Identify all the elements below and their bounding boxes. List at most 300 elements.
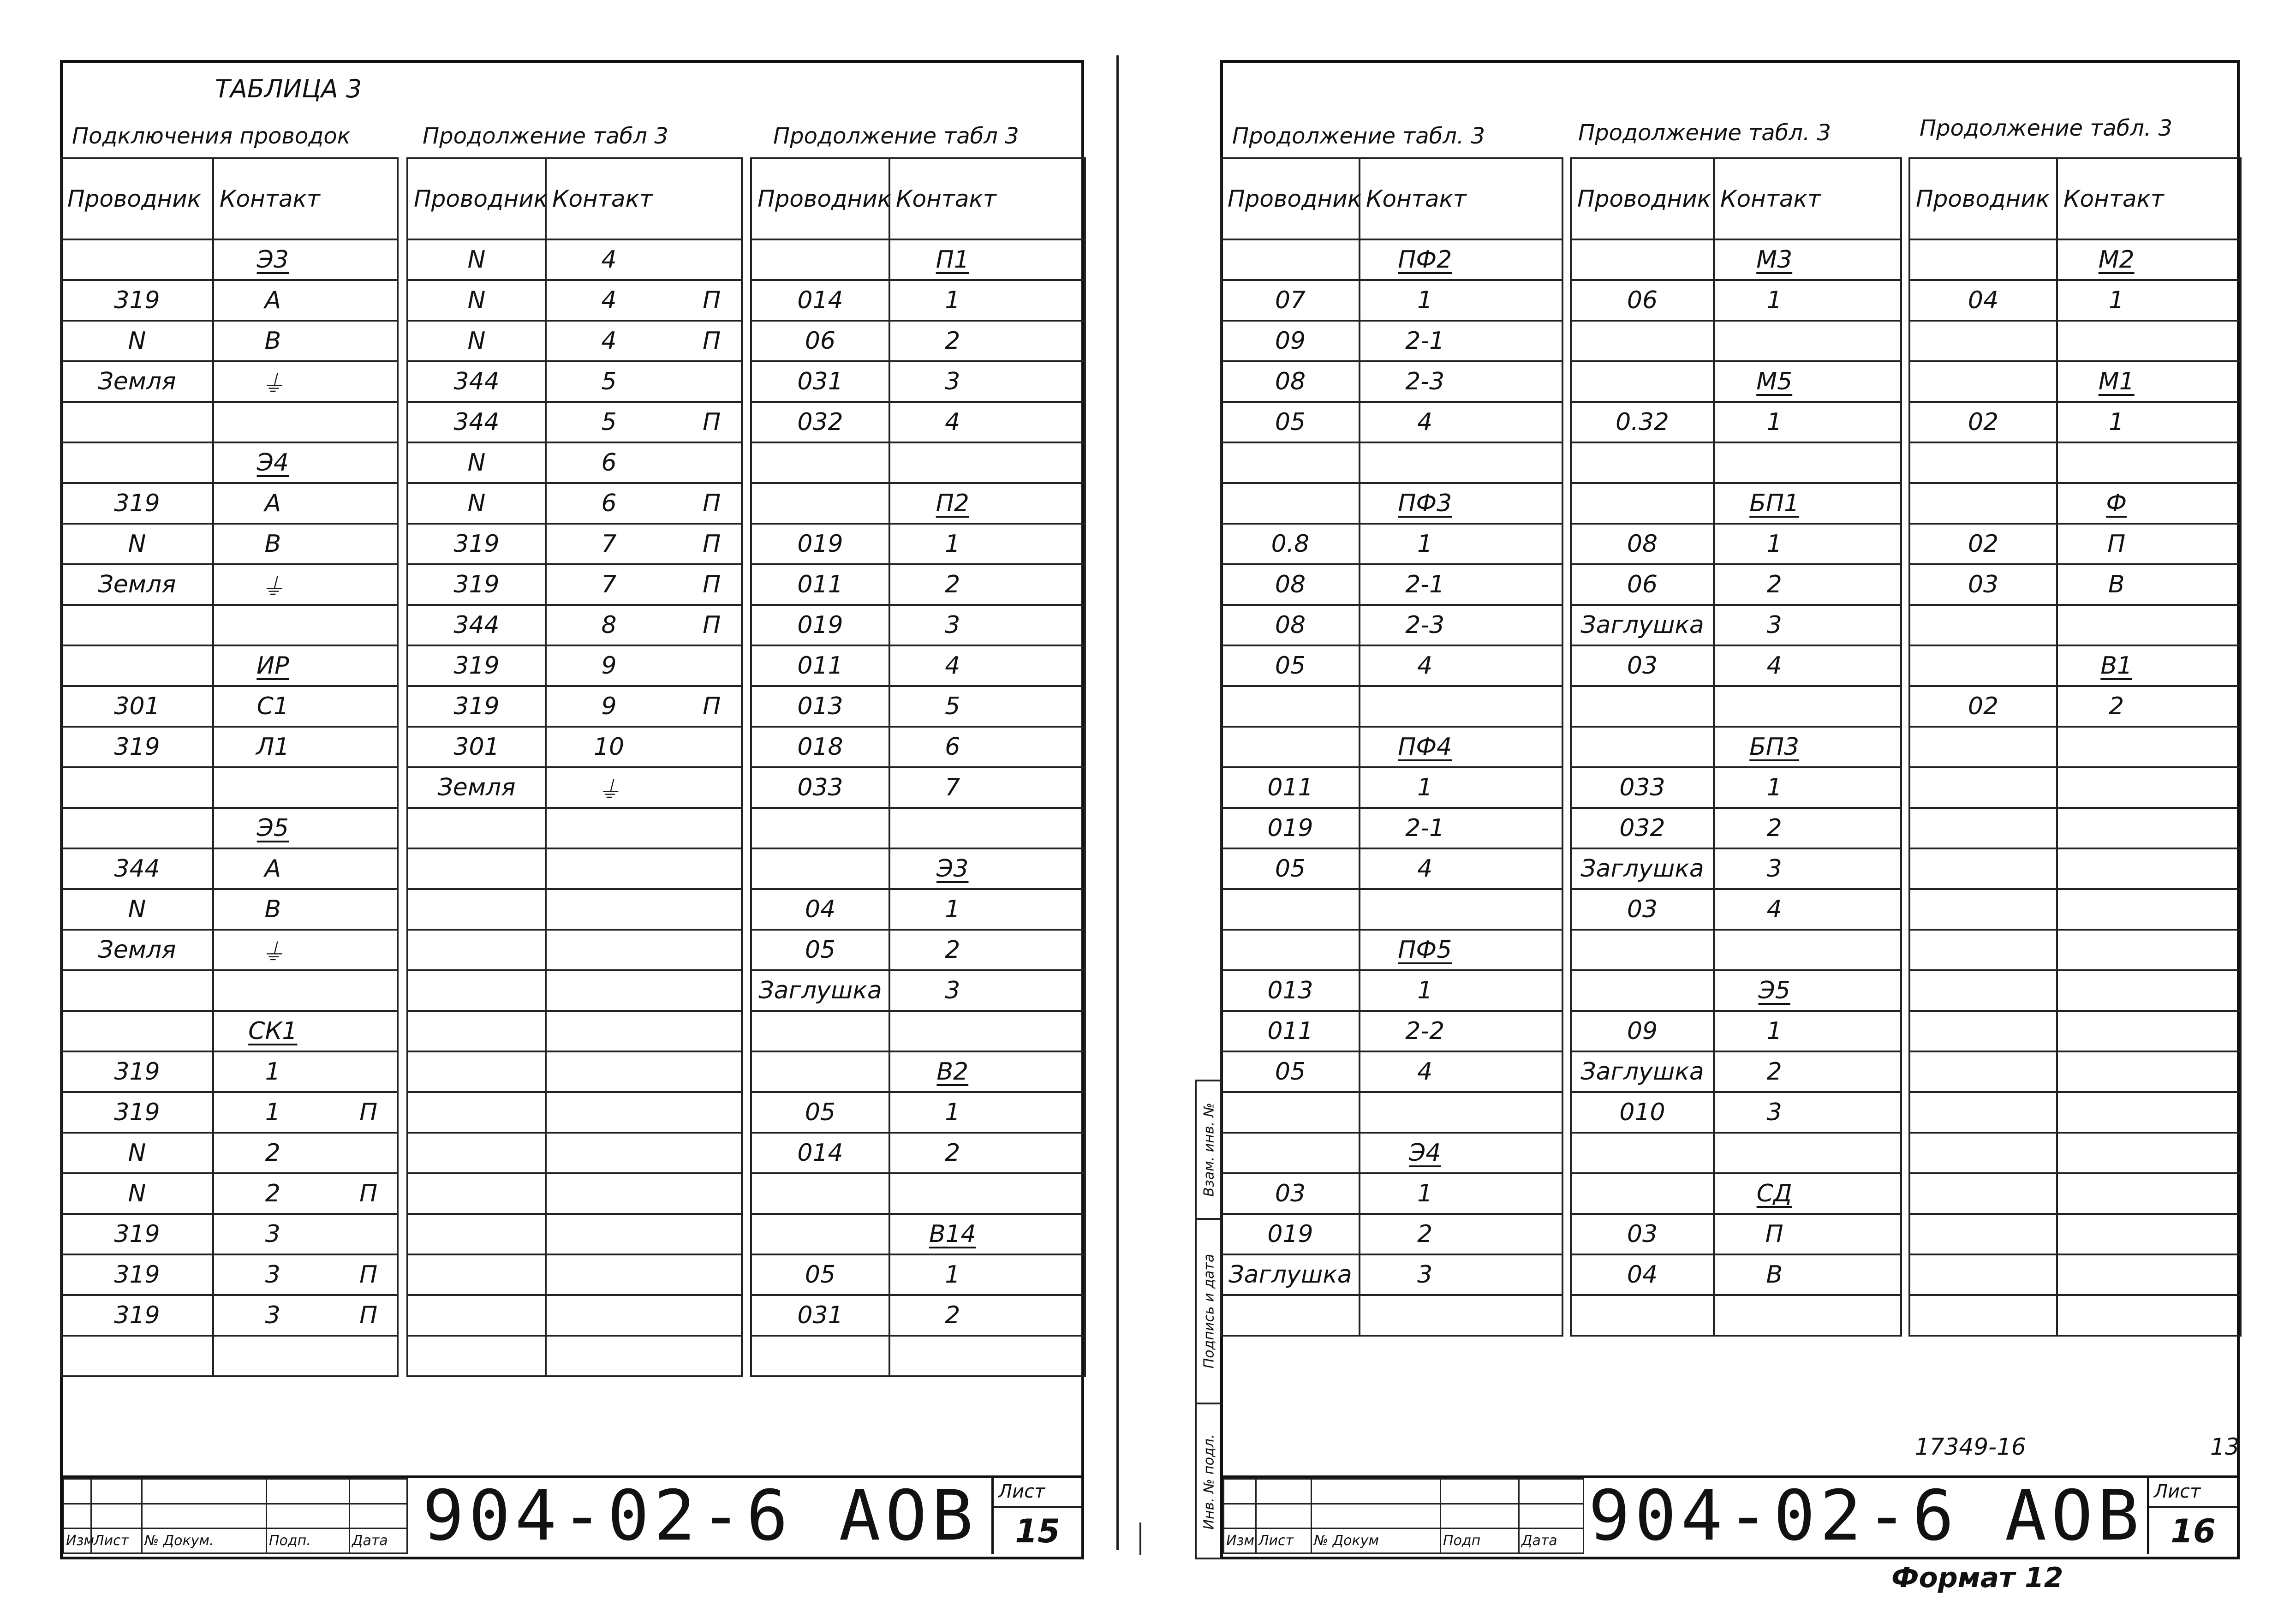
wire-cell: 319 [61,483,213,524]
table-row [751,767,1085,808]
document-code: 904-02-6 АОВ [1588,1476,2144,1556]
contact-cell [546,564,742,605]
header-wire: Проводник [407,158,546,239]
wire-cell [751,239,889,280]
contact-value: 5 [601,408,617,436]
table-row [751,1011,1085,1051]
table-row [61,645,398,686]
contact-cell [1360,930,1562,970]
table-row [1571,239,1901,280]
sidebar-cell [1197,1081,1222,1220]
table-row [1221,686,1562,727]
contact-cell [1360,402,1562,442]
wire-cell [1909,1011,2057,1051]
table-row [407,1092,742,1133]
contact-cell [546,930,742,970]
table-row [407,808,742,848]
wire-cell: 08 [1571,524,1714,564]
reference-page: 13 [2210,1433,2240,1460]
contact-cell [213,808,398,848]
contact-cell [2057,524,2241,564]
wire-cell [61,402,213,442]
table-row [751,1133,1085,1173]
wire-cell [407,930,546,970]
revision-stamp [1223,1478,1584,1554]
wire-cell: 033 [1571,767,1714,808]
wire-cell: 319 [61,1214,213,1254]
table-row [61,1173,398,1214]
wire-cell: 06 [1571,564,1714,605]
mark-value: П [703,287,721,314]
wire-cell: 319 [61,1051,213,1092]
table-row [61,889,398,930]
table-row [1571,1092,1901,1133]
table-row [61,442,398,483]
continuation-caption: Продолжение табл 3 [423,123,668,149]
wire-cell: 02 [1909,524,2057,564]
table-row [61,1214,398,1254]
table-row [407,239,742,280]
table-row [1221,848,1562,889]
wire-cell [407,1336,546,1376]
table-row [1221,930,1562,970]
contact-cell [1714,1092,1901,1133]
contact-value: 2 [1766,1058,1782,1086]
contact-cell [1360,524,1562,564]
wire-cell: 05 [751,1092,889,1133]
sheet-label: Лист [998,1481,1045,1502]
table-row [751,808,1085,848]
contact-cell [546,1295,742,1336]
table-row [407,848,742,889]
contact-value: 2-1 [1405,571,1445,598]
wire-cell: 319 [61,1295,213,1336]
wire-cell: 0.32 [1571,402,1714,442]
table-row [407,727,742,767]
header-contact: Контакт [1714,158,1901,239]
wire-cell: 03 [1221,1173,1360,1214]
wire-cell: 344 [61,848,213,889]
contact-cell [1714,564,1901,605]
contact-cell [2057,442,2241,483]
table-row [407,1011,742,1051]
table-row [407,1051,742,1092]
wire-cell [1571,239,1714,280]
contact-value: 4 [601,246,617,274]
wire-cell [1571,1295,1714,1336]
table-row [1221,321,1562,361]
wire-cell [1571,361,1714,402]
table-row [1571,1011,1901,1051]
table-row [407,970,742,1011]
contact-cell [1714,402,1901,442]
device-label: ПФ3 [1398,490,1452,517]
contact-cell [889,1092,1085,1133]
table-row [1909,483,2241,524]
wire-cell: N [61,524,213,564]
wire-cell [407,1051,546,1092]
table-row [1221,1173,1562,1214]
contact-cell [2057,564,2241,605]
table-row [1571,321,1901,361]
mark-value: П [703,693,721,720]
wire-cell [751,483,889,524]
contact-cell [1714,280,1901,321]
table-row [1909,645,2241,686]
contact-cell [889,1336,1085,1376]
contact-cell [1714,1011,1901,1051]
contact-cell [2057,1092,2241,1133]
table-row [1909,727,2241,767]
table-row [1571,442,1901,483]
table-row [407,280,742,321]
table-row [751,686,1085,727]
contact-value: 1 [945,896,960,923]
wire-cell: 019 [751,605,889,645]
device-label: П1 [936,246,969,274]
contact-cell [546,1254,742,1295]
contact-cell [2057,848,2241,889]
sheet-label: Лист [2154,1481,2201,1502]
contact-cell [213,1254,398,1295]
device-label: БП3 [1749,733,1800,761]
table-row [61,1295,398,1336]
contact-cell [1714,1254,1901,1295]
table-row [1221,1254,1562,1295]
contact-value: 2 [945,327,960,355]
table-row [407,1295,742,1336]
contact-cell [2057,1133,2241,1173]
wire-cell: 319 [407,686,546,727]
wire-cell: 011 [751,645,889,686]
wire-cell: 04 [751,889,889,930]
wire-cell [1909,1092,2057,1133]
contact-cell [2057,1254,2241,1295]
table-row [1909,848,2241,889]
mark-value: П [359,1302,378,1329]
device-label: Э3 [256,246,289,274]
contact-value: С1 [256,693,289,720]
wire-cell: 032 [1571,808,1714,848]
contact-cell [889,848,1085,889]
table-row [1909,442,2241,483]
contact-value: 2-3 [1405,611,1445,639]
wire-cell [61,808,213,848]
mark-value: П [359,1099,378,1126]
contact-value: 3 [945,611,960,639]
wire-cell: 019 [751,524,889,564]
contact-cell [1714,239,1901,280]
wire-cell [1571,970,1714,1011]
contact-cell [889,767,1085,808]
contact-value: В [2108,571,2125,598]
contact-cell [546,321,742,361]
sheet-number: 16 [2171,1512,2216,1550]
connection-table-5 [1570,157,1902,1337]
contact-cell [889,1133,1085,1173]
contact-cell [546,239,742,280]
table-row [1909,239,2241,280]
table-row [1571,808,1901,848]
table-row [61,808,398,848]
contact-cell [2057,970,2241,1011]
table-title: ТАБЛИЦА 3 [215,74,362,103]
table-row [1571,605,1901,645]
wire-cell [407,1092,546,1133]
connection-table-3 [750,157,1086,1377]
contact-value: 4 [945,652,960,680]
contact-cell [213,402,398,442]
stamp-doc: № Докум [1312,1528,1441,1553]
wire-cell [751,1011,889,1051]
wire-cell: 08 [1221,605,1360,645]
contact-value: 1 [1766,1017,1782,1045]
table-row [61,1011,398,1051]
table-row [1571,361,1901,402]
contact-cell [1360,1254,1562,1295]
continuation-caption: Продолжение табл. 3 [1920,115,2173,141]
table-row [61,970,398,1011]
header-wire: Проводник [1909,158,2057,239]
wire-cell [1571,321,1714,361]
table-subtitle: Подключения проводок [72,123,351,149]
wire-cell: 031 [751,361,889,402]
contact-value: 3 [945,977,960,1004]
mark-value: П [703,530,721,558]
contact-value: 4 [1766,896,1782,923]
header-contact: Контакт [889,158,1085,239]
wire-cell: N [61,889,213,930]
wire-cell: 319 [61,280,213,321]
wire-cell [61,970,213,1011]
contact-cell [1714,321,1901,361]
header-contact: Контакт [213,158,398,239]
table-row [751,361,1085,402]
wire-cell [1571,930,1714,970]
table-row [1221,645,1562,686]
contact-cell [213,767,398,808]
stamp-doc: № Докум. [142,1528,267,1553]
contact-cell [1714,727,1901,767]
contact-cell [889,889,1085,930]
table-row [61,1133,398,1173]
mark-value: П [703,571,721,598]
contact-value: 7 [601,530,617,558]
device-label: БП1 [1749,490,1800,517]
table-row [1571,1051,1901,1092]
sidebar-label: Подпись и дата [1201,1254,1217,1369]
contact-value: 1 [1417,530,1433,558]
contact-value: 3 [1766,855,1782,883]
table-row [1221,280,1562,321]
contact-cell [1360,1173,1562,1214]
wire-cell [407,1254,546,1295]
device-label: ИР [256,652,289,680]
contact-value: 5 [601,368,617,395]
wire-cell: 031 [751,1295,889,1336]
table-row [1221,1011,1562,1051]
contact-value: ⏚ [261,573,285,601]
wire-cell: 319 [61,727,213,767]
contact-cell [546,767,742,808]
wire-cell: 319 [61,1254,213,1295]
contact-cell [546,442,742,483]
device-label: В2 [936,1058,969,1086]
table-row [407,483,742,524]
contact-value: В [264,896,281,923]
table-row [751,1336,1085,1376]
table-row [407,889,742,930]
contact-value: 2 [945,936,960,964]
contact-cell [889,483,1085,524]
contact-value: 1 [1417,287,1433,314]
mark-value: П [359,1180,378,1207]
mark-value: П [703,408,721,436]
table-row [407,321,742,361]
header-contact: Контакт [2057,158,2241,239]
contact-cell [2057,280,2241,321]
contact-cell [546,524,742,564]
contact-value: 6 [601,449,617,477]
sheet-number: 15 [1015,1512,1060,1550]
table-row [751,645,1085,686]
wire-cell: Земля [61,361,213,402]
wire-cell [1909,645,2057,686]
wire-cell: 05 [751,930,889,970]
contact-cell [1360,280,1562,321]
table-row [751,970,1085,1011]
table-row [751,483,1085,524]
contact-cell [1360,1092,1562,1133]
approval-sidebar [1195,1080,1222,1559]
wire-cell: Земля [61,930,213,970]
wire-cell: 011 [1221,1011,1360,1051]
contact-value: 2 [945,1302,960,1329]
contact-cell [213,1133,398,1173]
wire-cell: N [61,1173,213,1214]
contact-value: 1 [1766,774,1782,801]
contact-value: 4 [1417,652,1433,680]
mark-value: П [703,490,721,517]
table-row [1571,402,1901,442]
contact-cell [2057,930,2241,970]
contact-value: 4 [945,408,960,436]
table-row [751,1254,1085,1295]
contact-cell [2057,1051,2241,1092]
table-row [61,483,398,524]
device-label: СК1 [248,1017,298,1045]
contact-value: П [1765,1220,1783,1248]
contact-value: ⏚ [597,776,621,804]
wire-cell [1909,483,2057,524]
table-row [61,239,398,280]
contact-cell [889,321,1085,361]
contact-cell [1714,361,1901,402]
contact-cell [546,1133,742,1173]
table-row [1571,1214,1901,1254]
table-row [61,1092,398,1133]
stamp-date: Дата [350,1528,407,1553]
device-label: СД [1756,1180,1792,1207]
wire-cell [1909,239,2057,280]
contact-cell [546,280,742,321]
contact-value: 2-1 [1405,814,1445,842]
contact-cell [1714,889,1901,930]
table-row [1571,848,1901,889]
table-row [1221,442,1562,483]
table-row [1909,1133,2241,1173]
table-row [1909,321,2241,361]
contact-cell [1360,1051,1562,1092]
contact-cell [1714,442,1901,483]
wire-cell [61,645,213,686]
contact-value: 7 [945,774,960,801]
contact-cell [1714,524,1901,564]
wire-cell: 08 [1221,564,1360,605]
sidebar-cell [1197,1220,1222,1404]
contact-cell [546,808,742,848]
contact-value: 2 [1766,571,1782,598]
wire-cell [751,1173,889,1214]
contact-cell [1714,930,1901,970]
contact-value: 4 [1766,652,1782,680]
table-row [1909,889,2241,930]
table-row [751,280,1085,321]
table-row [1221,767,1562,808]
contact-cell [1714,1214,1901,1254]
table-row [751,564,1085,605]
contact-cell [889,1173,1085,1214]
contact-cell [1714,970,1901,1011]
contact-cell [1360,848,1562,889]
contact-cell [889,1011,1085,1051]
table-row [407,1254,742,1295]
device-label: Э4 [256,449,289,477]
contact-cell [1360,483,1562,524]
wire-cell: 019 [1221,808,1360,848]
contact-cell [213,1051,398,1092]
contact-cell [1360,1011,1562,1051]
contact-value: 1 [1417,774,1433,801]
contact-value: 6 [945,733,960,761]
table-row [1909,686,2241,727]
contact-cell [889,280,1085,321]
contact-cell [2057,402,2241,442]
wire-cell: Заглушка [751,970,889,1011]
table-row [61,1254,398,1295]
wire-cell: 344 [407,605,546,645]
table-row [407,442,742,483]
wire-cell: 301 [61,686,213,727]
contact-value: 4 [1417,855,1433,883]
wire-cell [751,1214,889,1254]
wire-cell [407,970,546,1011]
wire-cell: 319 [407,645,546,686]
contact-cell [1714,645,1901,686]
table-row [751,1051,1085,1092]
table-row [407,686,742,727]
wire-cell: 014 [751,280,889,321]
wire-cell: 02 [1909,686,2057,727]
contact-cell [1714,808,1901,848]
binding-divider [1116,55,1119,1550]
table-row [1571,645,1901,686]
table-row [751,930,1085,970]
contact-value: 1 [945,1099,960,1126]
table-row [1571,564,1901,605]
contact-cell [213,524,398,564]
table-row [751,889,1085,930]
